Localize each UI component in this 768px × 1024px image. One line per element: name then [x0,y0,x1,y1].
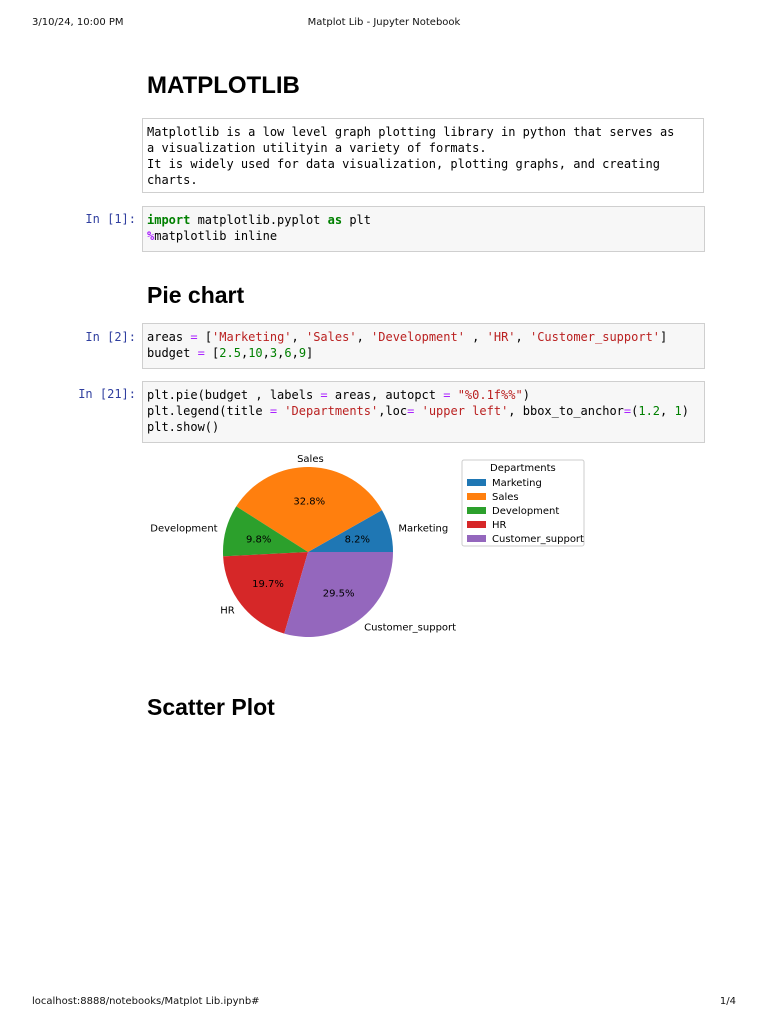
pie-percent-label: 32.8% [293,496,326,508]
code-cell-21[interactable] [142,381,705,443]
legend-entry: Marketing [492,478,542,489]
heading-pie-chart: Pie chart [147,282,245,308]
print-url: localhost:8888/notebooks/Matplot Lib.ipynb# [32,996,260,1007]
pie-category-label: Sales [297,454,324,465]
code-cell-1[interactable] [142,206,705,252]
pie-chart [140,452,600,642]
cell-prompt-1: In [1]: [85,212,136,226]
print-page-title: Matplot Lib - Jupyter Notebook [307,17,461,28]
pie-percent-label: 29.5% [322,588,355,600]
pie-category-label: Customer_support [364,622,457,634]
legend-swatch [467,493,486,500]
code-line: plt.legend(title = 'Departments',loc= 'upper left', bbox_to_anchor=(1.2, 1) [147,404,689,418]
code-line: areas = ['Marketing', 'Sales', 'Development' , 'HR', 'Customer_support'] [147,330,668,344]
pie-percent-label: 9.8% [245,534,272,546]
code-line: plt.pie(budget , labels = areas, autopct = "%0.1f%%") [147,388,530,402]
code-line: plt.show() [147,420,220,434]
legend-swatch [467,507,486,514]
print-page-number: 1/4 [719,996,736,1007]
legend-swatch [467,521,486,528]
pie-category-label: HR [220,605,235,617]
pie-percent-label: 8.2% [344,534,371,546]
pie-category-label: Development [150,523,218,535]
markdown-line: Matplotlib is a low level graph plotting library in python that serves as [147,125,675,139]
cell-prompt-21: In [21]: [78,387,136,401]
legend-title: Departments [490,463,556,474]
markdown-line: It is widely used for data visualization, plotting graphs, and creating [147,157,660,171]
legend-swatch [467,535,486,542]
pie-category-label: Marketing [398,523,449,535]
markdown-line: a visualization utilityin a variety of formats. [147,141,487,155]
heading-scatter-plot: Scatter Plot [147,694,275,720]
markdown-line: charts. [147,173,198,187]
code-cell-2[interactable] [142,323,705,369]
print-date: 3/10/24, 10:00 PM [32,17,124,28]
legend-entry: Development [492,506,560,517]
markdown-cell[interactable] [142,118,704,193]
code-line: %matplotlib inline [147,229,278,243]
legend-entry: Sales [492,492,519,503]
code-line: import matplotlib.pyplot as plt [147,213,371,227]
legend-entry: Customer_support [492,534,584,545]
cell-prompt-2: In [2]: [85,330,136,344]
legend-swatch [467,479,486,486]
legend-entry: HR [492,520,507,531]
heading-matplotlib: MATPLOTLIB [147,72,300,99]
pie-percent-label: 19.7% [252,579,284,591]
pie-chart-output [140,452,600,642]
code-line: budget = [2.5,10,3,6,9] [147,346,314,360]
